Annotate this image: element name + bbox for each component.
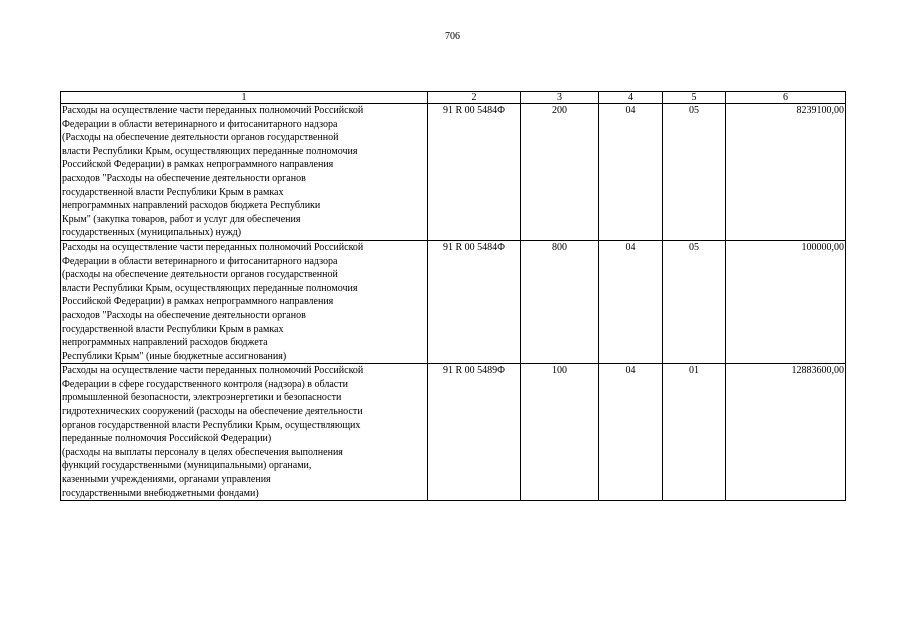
description-line: Федерации в области ветеринарного и фитосанитарного надзора [62,255,338,267]
table-row [61,104,846,241]
description-line: Республики Крым" (иные бюджетные ассигнования) [62,350,287,362]
description-line: Российской Федерации) в рамках непрограммного направления [62,159,334,171]
amount: 100000,00 [726,240,846,363]
description-line: Расходы на осуществление части переданных полномочий Российской [62,105,364,116]
description-line: Крым" (закупка товаров, работ и услуг для обеспечения [62,213,301,225]
expense-type: 100 [521,364,599,501]
section: 04 [599,240,663,363]
description-line: (расходы на обеспечение деятельности органов государственной [62,269,338,281]
description-line: власти Республики Крым, осуществляющих переданные полномочия [62,145,358,157]
description-line: государственной власти Республики Крым в рамках [62,323,284,335]
description-line: переданные полномочия Российской Федерации) [62,433,272,445]
row-description [61,364,428,501]
budget-code: 91 R 00 5484Ф [428,240,521,363]
budget-code: 91 R 00 5484Ф [428,104,521,241]
budget-code: 91 R 00 5489Ф [428,364,521,501]
subsection: 01 [663,364,726,501]
description-line: непрограммных направлений расходов бюджета Республики [62,200,321,212]
row-description [61,104,428,241]
table-header-row [61,92,846,104]
column-header: 6 [726,92,846,104]
budget-table [60,91,846,501]
description-line: органов государственной власти Республики Крым, осуществляющих [62,419,361,431]
expense-type: 800 [521,240,599,363]
description-line: государственной власти Республики Крым в рамках [62,186,284,198]
description-line: расходов "Расходы на обеспечение деятельности органов [62,172,306,184]
column-header: 1 [61,92,428,104]
description-line: промышленной безопасности, электроэнергетики и безопасности [62,392,342,404]
description-line: государственных (муниципальных) нужд) [62,227,242,239]
description-line: власти Республики Крым, осуществляющих переданные полномочия [62,282,358,294]
row-description [61,240,428,363]
column-header: 5 [663,92,726,104]
amount: 8239100,00 [726,104,846,241]
description-line: гидротехнических сооружений (расходы на обеспечение деятельности [62,406,363,418]
description-line: (расходы на выплаты персоналу в целях обеспечения выполнения [62,446,343,458]
description-line: Федерации в области ветеринарного и фитосанитарного надзора [62,118,338,130]
column-header: 3 [521,92,599,104]
expense-type: 200 [521,104,599,241]
column-header: 2 [428,92,521,104]
page-number: 706 [445,31,460,42]
subsection: 05 [663,240,726,363]
description-line: (Расходы на обеспечение деятельности органов государственной [62,132,339,144]
table-row [61,240,846,363]
description-line: непрограммных направлений расходов бюджета [62,337,268,349]
description-line: функций государственными (муниципальными) органами, [62,460,312,472]
description-line: государственными внебюджетными фондами) [62,487,259,499]
column-header: 4 [599,92,663,104]
description-line: Расходы на осуществление части переданных полномочий Российской [62,365,364,377]
amount: 12883600,00 [726,364,846,501]
description-line: расходов "Расходы на обеспечение деятельности органов [62,309,306,321]
table-row [61,364,846,501]
subsection: 05 [663,104,726,241]
description-line: Расходы на осуществление части переданных полномочий Российской [62,241,364,253]
section: 04 [599,104,663,241]
description-line: казенными учреждениями, органами управления [62,474,271,486]
description-line: Федерации в сфере государственного контроля (надзора) в области [62,378,348,390]
section: 04 [599,364,663,501]
description-line: Российской Федерации) в рамках непрограммного направления [62,296,334,308]
